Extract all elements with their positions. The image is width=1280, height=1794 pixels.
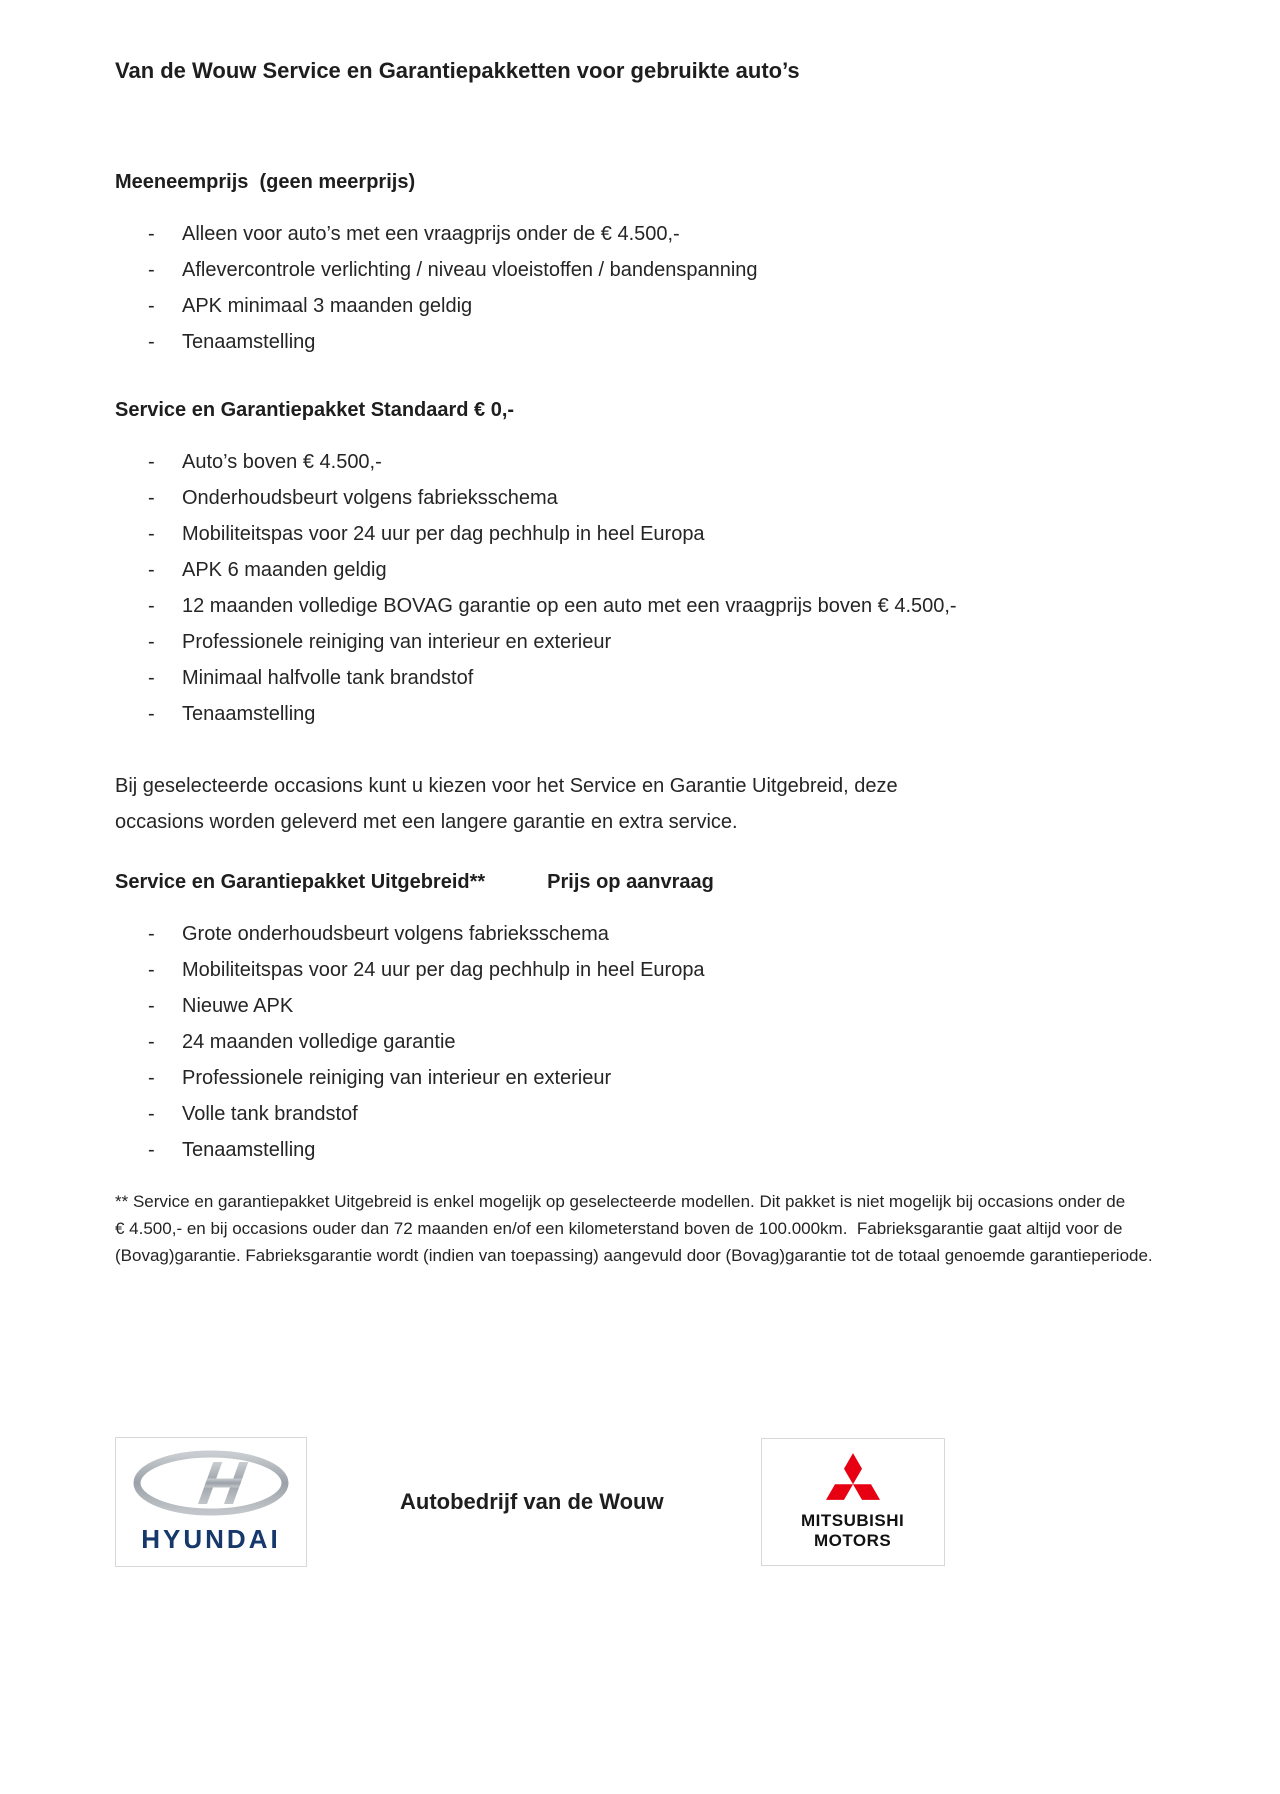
footnote: ** Service en garantiepakket Uitgebreid is enkel mogelijk op geselecteerde modellen. Dit pakket is niet mogelijk bij occasions onder de € 4.500,- en bij occasions ouder dan 72 maanden en/of een kilometerstand boven de 100.000km. Fabrieksgarantie gaat altijd voor de (Bovag)garantie. Fabrieksgarantie wordt (indien van toepassing) aangevuld door (Bovag)garantie tot de totaal genoemde garantieperiode.: [115, 1192, 1153, 1265]
list-item: [115, 324, 975, 360]
list-item: [115, 252, 975, 288]
list-item-text: Professionele reiniging van interieur en exterieur: [182, 1067, 612, 1089]
list-item-text: APK 6 maanden geldig: [182, 559, 387, 581]
list-item-text: Grote onderhoudsbeurt volgens fabrieksschema: [182, 923, 609, 945]
section-heading-standaard: Service en Garantiepakket Standaard € 0,-: [115, 399, 515, 421]
bullet-dash: -: [148, 331, 155, 353]
list-item-text: Tenaamstelling: [182, 703, 316, 725]
list-item-text: 12 maanden volledige BOVAG garantie op een auto met een vraagprijs boven € 4.500,-: [182, 595, 957, 617]
mitsubishi-wordmark-line2: MOTORS: [813, 1531, 892, 1550]
intro-paragraph: Bij geselecteerde occasions kunt u kiezen voor het Service en Garantie Uitgebreid, deze occasions worden geleverd met een langere garantie en extra service.: [115, 775, 898, 833]
list-item: [115, 288, 975, 324]
list-item-text: APK minimaal 3 maanden geldig: [182, 295, 473, 317]
list-item-text: Mobiliteitspas voor 24 uur per dag pechhulp in heel Europa: [182, 959, 705, 981]
list-item: [115, 480, 975, 516]
price-note: Prijs op aanvraag: [547, 871, 714, 893]
standaard-list: [115, 444, 1165, 732]
list-item-text: Aflevercontrole verlichting / niveau vloeistoffen / bandenspanning: [182, 259, 758, 281]
bullet-dash: -: [148, 995, 155, 1017]
list-item-text: Professionele reiniging van interieur en exterieur: [182, 631, 612, 653]
list-item: [115, 624, 975, 660]
list-item: [115, 660, 975, 696]
uitgebreid-list: [115, 916, 1165, 1168]
bullet-dash: -: [148, 523, 155, 545]
list-item: [115, 1060, 975, 1096]
list-item-text: Minimaal halfvolle tank brandstof: [182, 667, 474, 689]
bullet-dash: -: [148, 631, 155, 653]
mitsubishi-three-diamonds-icon: [826, 1453, 880, 1505]
bullet-dash: -: [148, 959, 155, 981]
section-heading-meeneemprijs: Meeneemprijs (geen meerprijs): [115, 171, 416, 193]
bullet-dash: -: [148, 259, 155, 281]
list-item: [115, 1096, 975, 1132]
bullet-dash: -: [148, 223, 155, 245]
mitsubishi-wordmark-line1: MITSUBISHI: [800, 1511, 905, 1530]
list-item-text: 24 maanden volledige garantie: [182, 1031, 456, 1053]
list-item-text: Nieuwe APK: [182, 995, 294, 1017]
list-item: [115, 1132, 975, 1168]
bullet-dash: -: [148, 1031, 155, 1053]
hyundai-logo-box: [115, 1437, 307, 1567]
page-title: Van de Wouw Service en Garantiepakketten voor gebruikte auto’s: [115, 58, 800, 83]
bullet-dash: -: [148, 1139, 155, 1161]
footer: [115, 1437, 945, 1567]
bullet-dash: -: [148, 1103, 155, 1125]
hyundai-wordmark: HYUNDAI: [141, 1524, 281, 1554]
bullet-dash: -: [148, 1067, 155, 1089]
list-item-text: Alleen voor auto’s met een vraagprijs onder de € 4.500,-: [182, 223, 680, 245]
bullet-dash: -: [148, 595, 155, 617]
list-item: [115, 1024, 975, 1060]
hyundai-oval-h-icon: [131, 1449, 291, 1522]
bullet-dash: -: [148, 451, 155, 473]
list-item-text: Onderhoudsbeurt volgens fabrieksschema: [182, 487, 558, 509]
list-item: [115, 696, 975, 732]
bullet-dash: -: [148, 295, 155, 317]
list-item: [115, 988, 975, 1024]
list-item-text: Tenaamstelling: [182, 331, 316, 353]
list-item-text: Volle tank brandstof: [182, 1103, 358, 1125]
bullet-dash: -: [148, 703, 155, 725]
list-item: [115, 516, 975, 552]
list-item: [115, 552, 975, 588]
list-item-text: Mobiliteitspas voor 24 uur per dag pechhulp in heel Europa: [182, 523, 705, 545]
bullet-dash: -: [148, 487, 155, 509]
mitsubishi-logo-box: [761, 1438, 945, 1566]
list-item: [115, 588, 975, 624]
bullet-dash: -: [148, 559, 155, 581]
list-item-text: Auto’s boven € 4.500,-: [182, 451, 382, 473]
section-heading-uitgebreid: Service en Garantiepakket Uitgebreid**: [115, 871, 486, 893]
company-name: Autobedrijf van de Wouw: [400, 1489, 664, 1514]
list-item: [115, 444, 975, 480]
section-heading-row-uitgebreid: [115, 870, 1165, 894]
list-item: [115, 216, 975, 252]
list-item: [115, 952, 975, 988]
bullet-dash: -: [148, 667, 155, 689]
list-item-text: Tenaamstelling: [182, 1139, 316, 1161]
meeneemprijs-list: [115, 216, 1165, 360]
bullet-dash: -: [148, 923, 155, 945]
list-item: [115, 916, 975, 952]
